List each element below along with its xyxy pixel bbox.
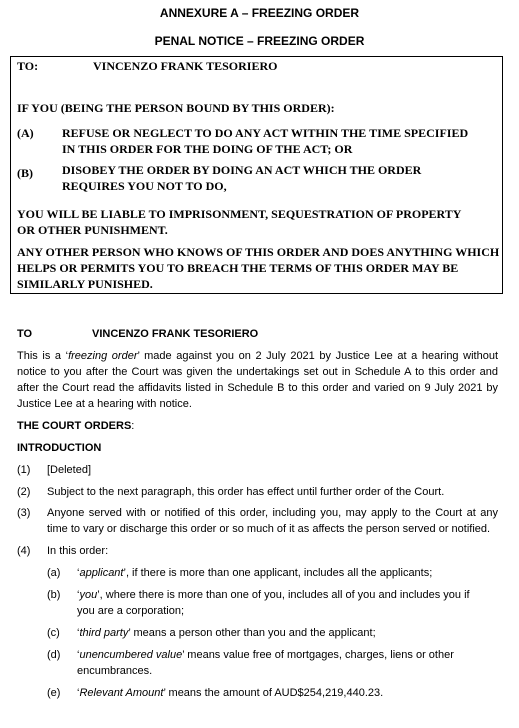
notice-to-name: VINCENZO FRANK TESORIERO <box>93 59 278 73</box>
body-to-label: TO <box>17 328 33 340</box>
order-item-text: Subject to the next paragraph, this order has effect until further order of the Court. <box>47 486 445 498</box>
court-orders-heading: THE COURT ORDERS: <box>17 420 135 432</box>
definition-text: ‘unencumbered value’ means value free of mortgages, charges, liens or other <box>77 649 454 661</box>
definition-letter: (b) <box>47 589 61 601</box>
definition-text: ‘you’, where there is more than one of you, includes all of you and includes you if <box>77 589 470 601</box>
notice-a-line: REFUSE OR NEGLECT TO DO ANY ACT WITHIN THE TIME SPECIFIED <box>62 126 469 140</box>
penal-notice-title: PENAL NOTICE – FREEZING ORDER <box>154 34 365 48</box>
intro-paragraph-line: Justice Lee at a hearing with notice. <box>17 398 192 410</box>
order-item-text: In this order: <box>47 545 109 557</box>
intro-paragraph-line: This is a ‘freezing order’ made against you on 2 July 2021 by Justice Lee at a hearing without <box>17 350 498 362</box>
order-item-text: [Deleted] <box>47 464 92 476</box>
order-item-number: (1) <box>17 464 31 476</box>
notice-marker-b: (B) <box>17 166 33 180</box>
notice-liable-line: YOU WILL BE LIABLE TO IMPRISONMENT, SEQUESTRATION OF PROPERTY <box>17 207 462 221</box>
notice-liable-line: OR OTHER PUNISHMENT. <box>17 223 168 237</box>
definition-letter: (d) <box>47 649 61 661</box>
order-item-text: time to vary or discharge this order or so much of it as affects the person served or notified. <box>47 523 491 535</box>
definition-text: ‘Relevant Amount’ means the amount of AUD$254,219,440.23. <box>77 687 384 699</box>
definition-letter: (e) <box>47 687 61 699</box>
definition-letter: (a) <box>47 567 61 579</box>
notice-a-line: IN THIS ORDER FOR THE DOING OF THE ACT; OR <box>62 142 353 156</box>
order-item-number: (4) <box>17 545 31 557</box>
notice-b-line: REQUIRES YOU NOT TO DO, <box>62 179 227 193</box>
definition-letter: (c) <box>47 627 60 639</box>
notice-if-you: IF YOU (BEING THE PERSON BOUND BY THIS ORDER): <box>17 101 335 115</box>
definition-text: ‘applicant’, if there is more than one applicant, includes all the applicants; <box>77 567 433 579</box>
order-item-number: (3) <box>17 507 31 519</box>
notice-other-person-line: SIMILARLY PUNISHED. <box>17 277 153 291</box>
annexure-title: ANNEXURE A – FREEZING ORDER <box>159 6 360 20</box>
notice-marker-a: (A) <box>17 126 34 140</box>
intro-paragraph-line: after the Court read the affidavits listed in Schedule B to this order and varied on 9 July 2021 by <box>17 382 498 394</box>
notice-other-person-line: HELPS OR PERMITS YOU TO BREACH THE TERMS OF THIS ORDER MAY BE <box>17 261 459 275</box>
definition-text: encumbrances. <box>77 665 153 677</box>
body-to-name: VINCENZO FRANK TESORIERO <box>92 328 259 340</box>
definition-text: ‘third party’ means a person other than you and the applicant; <box>77 627 376 639</box>
order-item-number: (2) <box>17 486 31 498</box>
notice-to-label: TO: <box>17 59 39 73</box>
notice-b-line: DISOBEY THE ORDER BY DOING AN ACT WHICH THE ORDER <box>62 163 422 177</box>
definition-text: you are a corporation; <box>77 605 185 617</box>
notice-other-person-line: ANY OTHER PERSON WHO KNOWS OF THIS ORDER AND DOES ANYTHING WHICH <box>17 245 500 259</box>
order-item-text: Anyone served with or notified of this order, including you, may apply to the Court at any <box>47 507 498 519</box>
introduction-heading: INTRODUCTION <box>17 442 102 454</box>
intro-paragraph-line: notice to you after the Court was given the undertakings set out in Schedule A to this order and <box>17 366 498 378</box>
